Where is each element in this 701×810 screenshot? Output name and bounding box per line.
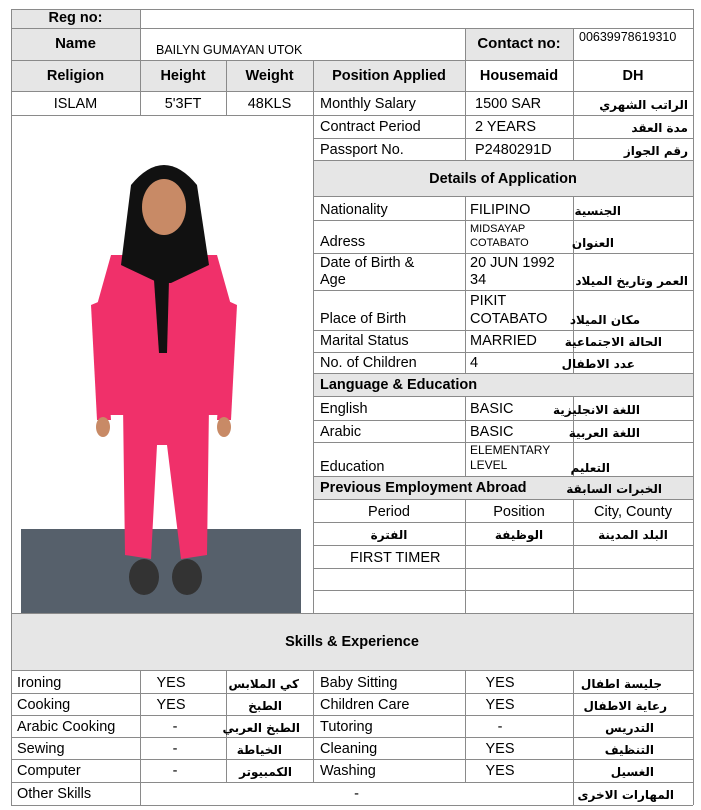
marital-value: MARRIED xyxy=(470,333,537,349)
applicant-photo xyxy=(11,115,313,613)
grid-line xyxy=(11,737,693,738)
skill-tutoring-ar: التدريس xyxy=(605,721,654,735)
grid-line xyxy=(313,138,693,139)
grid-line xyxy=(313,253,693,254)
arabic-ar: اللغة العربية xyxy=(568,426,640,440)
english-label: English xyxy=(320,401,368,417)
grid-line xyxy=(140,9,141,60)
nationality-label: Nationality xyxy=(320,202,388,218)
address-line-2: COTABATO xyxy=(470,237,529,249)
grid-line xyxy=(11,670,693,671)
contract-period-label: Contract Period xyxy=(320,119,421,135)
grid-line xyxy=(693,9,694,805)
grid-line xyxy=(11,60,693,61)
height-value: 5'3FT xyxy=(164,96,202,112)
grid-line xyxy=(11,693,693,694)
other-skills-value: - xyxy=(354,786,359,802)
address-ar: العنوان xyxy=(571,236,614,250)
nationality-ar: الجنسية xyxy=(574,204,621,218)
skill-baby-sitting-label: Baby Sitting xyxy=(320,675,398,691)
language-title: Language & Education xyxy=(320,377,478,393)
position-applied-label: Position Applied xyxy=(332,68,446,84)
contract-period-value: 2 YEARS xyxy=(475,119,536,135)
grid-line xyxy=(573,28,574,60)
col-period: Period xyxy=(368,504,410,520)
name-value: BAILYN GUMAYAN UTOK xyxy=(156,43,303,57)
pob-line-2: COTABATO xyxy=(470,311,548,327)
passport-label: Passport No. xyxy=(320,142,404,158)
grid-line xyxy=(11,715,693,716)
grid-line xyxy=(313,545,693,546)
pob-ar: مكان الميلاد xyxy=(569,313,640,327)
skill-ironing-label: Ironing xyxy=(17,675,62,691)
height-label: Height xyxy=(160,68,206,84)
grid-line xyxy=(313,670,314,782)
arabic-value: BASIC xyxy=(470,424,514,440)
skill-cleaning-ar: التنظيف xyxy=(604,743,654,757)
grid-line xyxy=(313,196,693,197)
skill-computer-value: - xyxy=(172,763,178,779)
skill-baby-sitting-ar: جليسة اطفال xyxy=(580,677,662,691)
grid-line xyxy=(11,91,693,92)
grid-line xyxy=(313,115,693,116)
weight-value: 48KLS xyxy=(247,96,292,112)
english-value: BASIC xyxy=(470,401,514,417)
position-applied-value: Housemaid xyxy=(479,68,559,84)
grid-line xyxy=(313,522,693,523)
skill-cooking-ar: الطبخ xyxy=(248,699,282,713)
skill-cooking-label: Cooking xyxy=(17,697,71,713)
skill-tutoring-label: Tutoring xyxy=(320,719,373,735)
nationality-value: FILIPINO xyxy=(470,202,531,218)
salary-ar: الراتب الشهري xyxy=(599,98,688,112)
skill-washing-ar: الغسيل xyxy=(610,765,654,779)
skill-sewing-label: Sewing xyxy=(17,741,65,757)
skill-washing-label: Washing xyxy=(320,763,376,779)
dob-label-2: Age xyxy=(320,272,346,288)
grid-line xyxy=(313,373,693,374)
english-ar: اللغة الانجليزية xyxy=(553,403,640,417)
grid-line xyxy=(11,115,313,116)
passport-ar: رقم الجواز xyxy=(623,144,688,158)
name-label: Name xyxy=(55,35,96,52)
age-value: 34 xyxy=(470,272,487,288)
skill-arabic-cooking-ar: الطبخ العربي xyxy=(222,721,300,735)
dob-label-1: Date of Birth & xyxy=(320,255,415,271)
marital-label: Marital Status xyxy=(320,333,409,349)
skill-children-care-ar: رعاية الاطفال xyxy=(583,699,667,713)
education-line-2: LEVEL xyxy=(470,458,508,472)
col-city: City, County xyxy=(594,504,672,520)
skill-children-care-value: YES xyxy=(485,697,515,713)
grid-line xyxy=(313,476,693,477)
arabic-label: Arabic xyxy=(320,424,362,440)
skill-cleaning-value: YES xyxy=(485,741,515,757)
skill-baby-sitting-value: YES xyxy=(485,675,515,691)
grid-line xyxy=(11,28,693,29)
skill-computer-ar: الكمبيوتر xyxy=(239,765,292,779)
children-value: 4 xyxy=(470,355,479,371)
grid-line xyxy=(11,759,693,760)
education-ar: التعليم xyxy=(570,461,610,475)
pob-line-1: PIKIT xyxy=(470,293,507,309)
employment-title: Previous Employment Abroad xyxy=(320,480,527,496)
position-code: DH xyxy=(622,68,644,84)
skill-cooking-value: YES xyxy=(156,697,186,713)
skill-sewing-value: - xyxy=(172,741,178,757)
dob-value: 20 JUN 1992 xyxy=(470,255,555,271)
religion-label: Religion xyxy=(46,68,105,84)
skills-title: Skills & Experience xyxy=(285,634,419,650)
grid-line xyxy=(313,160,693,161)
col-city-ar: البلد المدينة xyxy=(598,528,668,542)
skill-children-care-label: Children Care xyxy=(320,697,410,713)
grid-line xyxy=(313,396,693,397)
skill-sewing-ar: الخياطة xyxy=(236,743,282,757)
grid-line xyxy=(573,670,574,805)
col-period-ar: الفترة xyxy=(370,528,408,542)
pob-label: Place of Birth xyxy=(320,311,407,327)
salary-value: 1500 SAR xyxy=(475,96,542,112)
reg-no-label: Reg no: xyxy=(48,10,103,26)
skill-tutoring-value: - xyxy=(497,719,503,735)
marital-ar: الحالة الاجتماعية xyxy=(564,335,662,349)
grid-line xyxy=(11,805,693,806)
dob-ar: العمر وتاريخ الميلاد xyxy=(575,274,688,288)
grid-line xyxy=(11,613,693,614)
skill-ironing-ar: كي الملابس xyxy=(228,677,299,691)
grid-line xyxy=(313,220,693,221)
contact-label: Contact no: xyxy=(477,35,561,52)
education-label: Education xyxy=(320,459,385,475)
address-label: Adress xyxy=(320,234,366,250)
salary-label: Monthly Salary xyxy=(320,96,416,112)
grid-line xyxy=(313,568,693,569)
col-position: Position xyxy=(493,504,545,520)
religion-value: ISLAM xyxy=(53,96,98,112)
col-position-ar: الوظيفة xyxy=(494,528,544,542)
contact-value: 00639978619310 xyxy=(579,30,677,44)
skill-ironing-value: YES xyxy=(156,675,186,691)
skill-arabic-cooking-value: - xyxy=(172,719,178,735)
children-label: No. of Children xyxy=(320,355,417,371)
skill-computer-label: Computer xyxy=(17,763,81,779)
grid-line xyxy=(313,330,693,331)
other-skills-label: Other Skills xyxy=(17,786,92,802)
grid-line xyxy=(313,352,693,353)
contract-period-ar: مدة العقد xyxy=(631,121,688,135)
other-skills-ar: المهارات الاخرى xyxy=(577,788,674,802)
grid-line xyxy=(11,9,12,805)
passport-value: P2480291D xyxy=(475,142,552,158)
skill-arabic-cooking-label: Arabic Cooking xyxy=(17,719,116,735)
grid-line xyxy=(313,499,693,500)
education-line-1: ELEMENTARY xyxy=(470,443,551,457)
weight-label: Weight xyxy=(245,68,294,84)
children-ar: عدد الاطفال xyxy=(561,357,635,371)
skill-washing-value: YES xyxy=(485,763,515,779)
skill-cleaning-label: Cleaning xyxy=(320,741,378,757)
employment-title-ar: الخبرات السابقة xyxy=(566,482,662,496)
grid-line xyxy=(313,290,693,291)
grid-line xyxy=(313,590,693,591)
grid-line xyxy=(465,196,466,373)
grid-line xyxy=(465,396,466,476)
address-line-1: MIDSAYAP xyxy=(470,223,526,235)
grid-line xyxy=(313,420,693,421)
employment-row-1-period: FIRST TIMER xyxy=(350,550,441,566)
details-title: Details of Application xyxy=(429,171,577,187)
grid-line xyxy=(11,782,693,783)
